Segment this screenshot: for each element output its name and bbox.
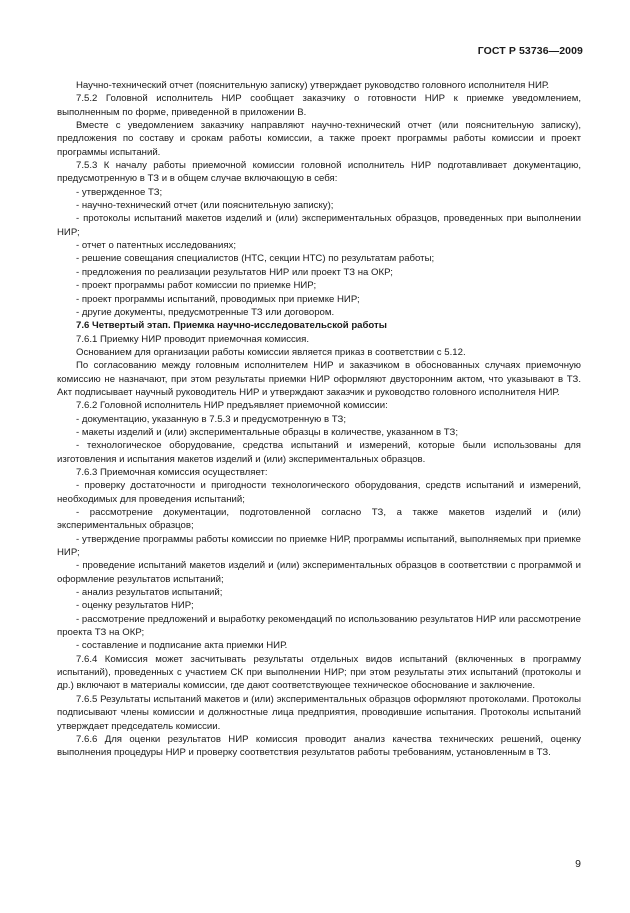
paragraph: - рассмотрение документации, подготовленной согласно ТЗ, а также макетов изделий и (или) экспериментальных образцов; bbox=[57, 507, 581, 532]
paragraph: - проект программы испытаний, проводимых при приемке НИР; bbox=[76, 293, 360, 305]
paragraph: Вместе с уведомлением заказчику направляют научно-технический отчет (или пояснительную записку), предложения по составу и срокам работы комиссии, а также проект программы работы комиссии и проект программы испытаний. bbox=[57, 120, 581, 158]
paragraph: - решение совещания специалистов (НТС, секции НТС) по результатам работы; bbox=[76, 253, 435, 265]
paragraph: 7.6.6 Для оценки результатов НИР комиссия проводит анализ качества технических решений, оценку выполнения процедуры НИР и проверку соответствия результатов работы требованиям, установленным в ТЗ. bbox=[57, 733, 581, 759]
paragraph: - документацию, указанную в 7.5.3 и предусмотренную в ТЗ; bbox=[76, 413, 346, 425]
page-number: 9 bbox=[575, 858, 581, 870]
paragraph: 7.5.3 К началу работы приемочной комиссии головной исполнитель НИР подготавливает документацию, предусмотренную в ТЗ и в общем случае включающую в себя: bbox=[57, 160, 581, 185]
paragraph: - проверку достаточности и пригодности технологического оборудования, средств испытаний и измерений, необходимых для проведения испытаний; bbox=[57, 480, 581, 505]
paragraph: Основанием для организации работы комиссии является приказ в соответствии с 5.12. bbox=[76, 346, 466, 358]
document-code-header: ГОСТ Р 53736—2009 bbox=[477, 45, 583, 57]
paragraph: - макеты изделий и (или) экспериментальные образцы в количестве, указанном в ТЗ; bbox=[76, 426, 458, 438]
paragraph: - предложения по реализации результатов НИР или проект ТЗ на ОКР; bbox=[76, 266, 393, 278]
paragraph: - отчет о патентных исследованиях; bbox=[76, 240, 236, 252]
paragraph: - проведение испытаний макетов изделий и (или) экспериментальных образцов в соответствии с программой и оформление результатов испытаний; bbox=[57, 560, 581, 585]
paragraph: По согласованию между головным исполнителем НИР и заказчиком в обоснованных случаях приемочную комиссию не назначают, при этом результаты приемки НИР оформляют двусторонним актом, что указывают в ТЗ. Акт подписывает научный руководитель НИР и утверждают заказчик и руководство головного исполнителя НИР. bbox=[57, 360, 581, 398]
paragraph: 7.6.2 Головной исполнитель НИР предъявляет приемочной комиссии: bbox=[76, 400, 388, 412]
paragraph: 7.6.3 Приемочная комиссия осуществляет: bbox=[76, 466, 268, 478]
paragraph: 7.6.4 Комиссия может засчитывать результаты отдельных видов испытаний (включенных в программу испытаний), проведенных с участием СК при выполнении НИР; при этом результаты этих испытаний (протоколы и др.) включают в материалы комиссии, где дают соответствующее техническое обоснование и заключение. bbox=[57, 653, 581, 692]
paragraph: - протоколы испытаний макетов изделий и (или) экспериментальных образцов, проведенных при выполнении НИР; bbox=[57, 213, 581, 238]
section-heading: 7.6 Четвертый этап. Приемка научно-исследовательской работы bbox=[76, 320, 387, 332]
paragraph: - анализ результатов испытаний; bbox=[76, 587, 223, 599]
paragraph: - составление и подписание акта приемки НИР. bbox=[76, 640, 288, 652]
paragraph: - оценку результатов НИР; bbox=[76, 600, 194, 612]
paragraph: - утвержденное ТЗ; bbox=[76, 186, 163, 198]
paragraph: Научно-технический отчет (пояснительную записку) утверждает руководство головного исполнителя НИР. bbox=[76, 80, 550, 91]
paragraph: - другие документы, предусмотренные ТЗ или договором. bbox=[76, 306, 335, 318]
paragraph: 7.6.1 Приемку НИР проводит приемочная комиссия. bbox=[76, 333, 310, 345]
paragraph: - научно-технический отчет (или пояснительную записку); bbox=[76, 200, 334, 212]
paragraph: - проект программы работ комиссии по приемке НИР; bbox=[76, 280, 317, 292]
paragraph: - технологическое оборудование, средства испытаний и измерений, которые были использованы для изготовления и испытания макетов изделий и (или) экспериментальных образцов. bbox=[57, 440, 581, 465]
document-body bbox=[57, 79, 581, 760]
paragraph: - рассмотрение предложений и выработку рекомендаций по использованию результатов НИР или рассмотрение проекта ТЗ на ОКР; bbox=[57, 613, 581, 639]
paragraph: 7.5.2 Головной исполнитель НИР сообщает заказчику о готовности НИР к приемке уведомлением, выполненным по форме, приведенной в приложении В. bbox=[57, 93, 581, 118]
paragraph: - утверждение программы работы комиссии по приемке НИР, программы испытаний, выполняемых при приемке НИР; bbox=[57, 533, 581, 559]
paragraph: 7.6.5 Результаты испытаний макетов и (или) экспериментальных образцов оформляют протоколами. Протоколы подписывают члены комиссии и должностные лица предприятия, проводившие испытания. Протоколы испытаний утверждает председатель комиссии. bbox=[57, 693, 581, 732]
